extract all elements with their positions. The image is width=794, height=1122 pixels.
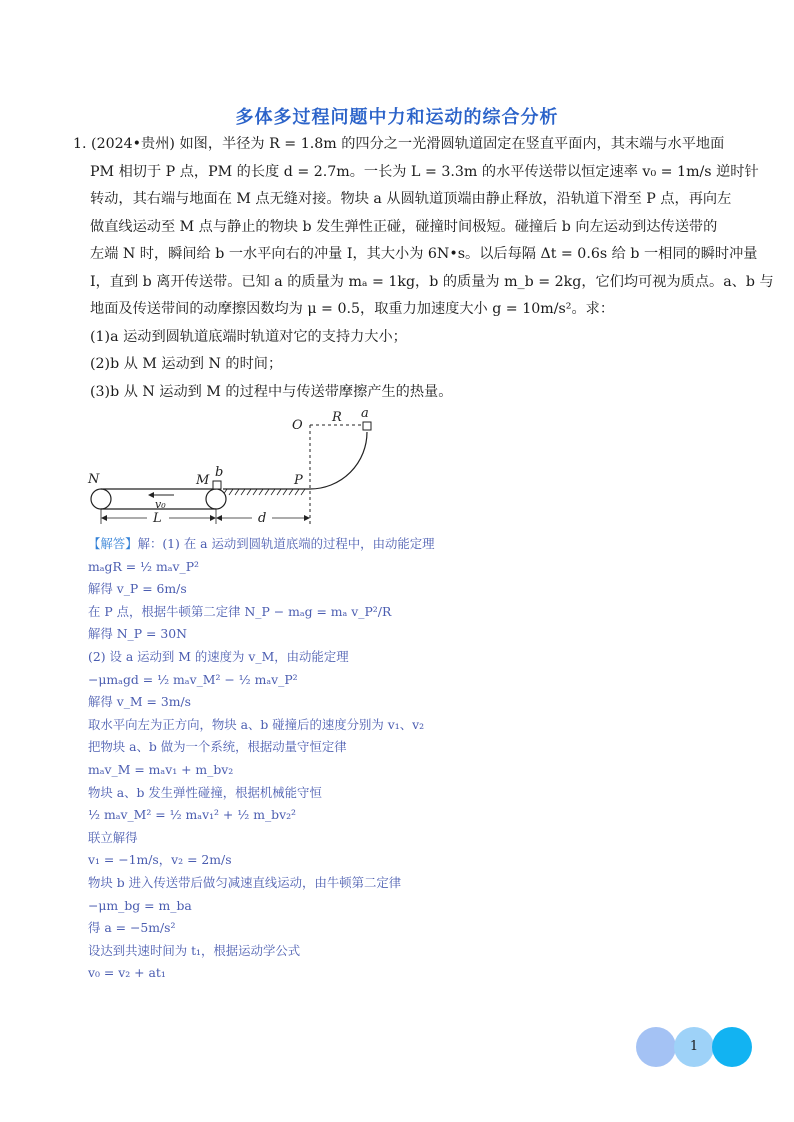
question-part-1: (1)a 运动到圆轨道底端时轨道对它的支持力大小；	[90, 328, 407, 345]
ground-hatch	[223, 489, 305, 495]
label-o: O	[292, 418, 303, 433]
question-part-2: (2)b 从 M 运动到 N 的时间；	[90, 356, 283, 372]
physics-diagram	[82, 400, 382, 540]
solution-row: mₐv_M = mₐv₁ + m_bv₂	[88, 761, 234, 777]
quarter-circle-track	[310, 432, 367, 489]
question-line: I，直到 b 离开传送带。已知 a 的质量为 mₐ = 1kg，b 的质量为 m_b = 2kg，它们均可视为质点。a、b 与	[90, 273, 774, 290]
question-line: PM 相切于 P 点，PM 的长度 d = 2.7m。一长为 L = 3.3m 的水平传送带以恒定速率 v₀ = 1m/s 逆时针	[90, 163, 759, 180]
question-line: 左端 N 时，瞬间给 b 一水平向右的冲量 I，其大小为 6N•s。以后每隔 Δt = 0.6s 给 b 一相同的瞬时冲量	[90, 246, 758, 262]
pulley-m	[206, 489, 226, 509]
solution-row: mₐgR = ½ mₐv_P²	[88, 558, 200, 574]
solution-row: 解得 v_M = 3m/s	[88, 694, 192, 710]
label-p: P	[294, 473, 303, 488]
block-b	[213, 481, 221, 489]
solution-row: 在 P 点，根据牛顿第二定律 N_P − mₐg = mₐ v_P²/R	[88, 603, 392, 619]
label-n: N	[88, 472, 100, 487]
solution-intro: 解：(1) 在 a 运动到圆轨道底端的过程中，由动能定理	[137, 536, 435, 551]
solution-block	[88, 533, 728, 985]
solution-row: (2) 设 a 运动到 M 的速度为 v_M，由动能定理	[88, 648, 349, 664]
label-r: R	[332, 410, 342, 425]
label-a: a	[361, 406, 369, 421]
solution-row: v₁ = −1m/s，v₂ = 2m/s	[88, 852, 232, 868]
page-title: 多体多过程问题中力和运动的综合分析	[235, 107, 559, 128]
solution-row: ½ mₐv_M² = ½ mₐv₁² + ½ m_bv₂²	[88, 807, 297, 823]
solution-tag: 【解答】	[88, 536, 138, 551]
solution-row: −μmₐgd = ½ mₐv_M² − ½ mₐv_P²	[88, 671, 298, 687]
solution-row: 物块 a、b 发生弹性碰撞，根据机械能守恒	[88, 784, 322, 800]
solution-row: 把物块 a、b 做为一个系统，根据动量守恒定律	[88, 739, 347, 755]
question-line: 1. (2024•贵州) 如图，半径为 R = 1.8m 的四分之一光滑圆轨道固定在竖直平面内，其末端与水平地面	[73, 136, 725, 152]
solution-row: 解得 v_P = 6m/s	[88, 581, 187, 597]
badge-circle-left	[636, 1027, 676, 1067]
label-d: d	[258, 511, 267, 526]
block-a	[363, 422, 371, 430]
label-m: M	[196, 473, 210, 488]
v0-arrowhead	[148, 492, 154, 498]
page-number-badge	[636, 1027, 752, 1067]
label-l: L	[153, 511, 162, 526]
question-line: 做直线运动至 M 点与静止的物块 b 发生弹性正碰，碰撞时间极短。碰撞后 b 向左运动到达传送带的	[90, 218, 718, 235]
solution-row: 取水平向左为正方向，物块 a、b 碰撞后的速度分别为 v₁、v₂	[88, 716, 425, 732]
label-v0: v₀	[155, 498, 166, 511]
solution-row: 得 a = −5m/s²	[88, 920, 176, 936]
question-line: 地面及传送带间的动摩擦因数均为 μ = 0.5，取重力加速度大小 g = 10m/s²。求：	[90, 301, 615, 317]
question-block	[73, 131, 774, 406]
solution-row: −μm_bg = m_ba	[88, 897, 192, 913]
solution-row: v₀ = v₂ + at₁	[88, 965, 166, 981]
page-number: 1	[689, 1039, 699, 1054]
solution-row: 联立解得	[88, 829, 138, 845]
pulley-n	[91, 489, 111, 509]
solution-row: 解得 N_P = 30N	[88, 626, 187, 642]
solution-row: 设达到共速时间为 t₁，根据运动学公式	[88, 942, 301, 958]
solution-row: 物块 b 进入传送带后做匀减速直线运动，由牛顿第二定律	[88, 874, 402, 890]
label-b: b	[215, 465, 224, 480]
badge-circle-right	[712, 1027, 752, 1067]
question-line: 转动，其右端与地面在 M 点无缝对接。物块 a 从圆轨道顶端由静止释放，沿轨道下滑至 P 点，再向左	[90, 191, 732, 207]
question-part-3: (3)b 从 N 运动到 M 的过程中与传送带摩擦产生的热量。	[90, 383, 453, 400]
